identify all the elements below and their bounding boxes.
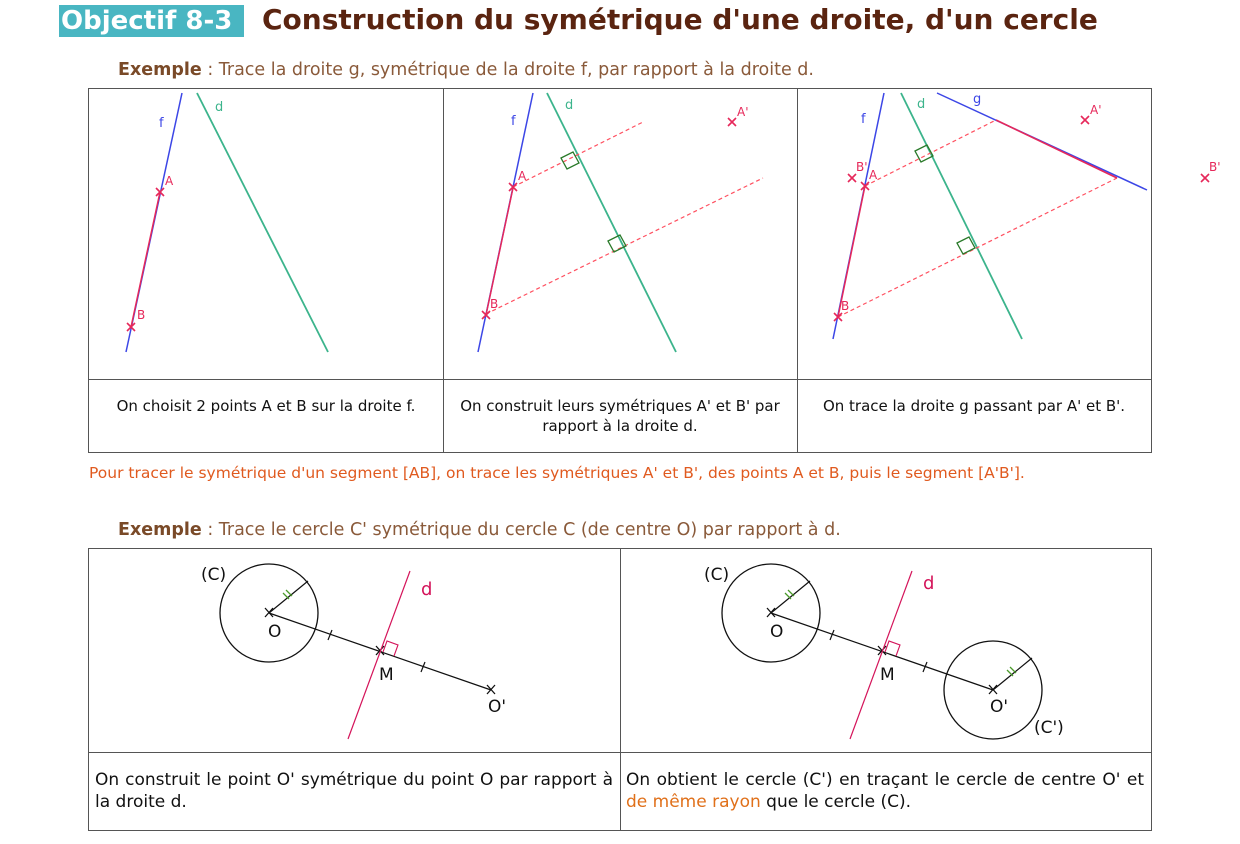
label-f: f: [861, 112, 866, 127]
label-d: d: [215, 100, 224, 115]
perpendicular-A: [865, 120, 996, 186]
point-B-prime-mark: [1201, 174, 1209, 182]
label-d: d: [565, 98, 574, 113]
label-B: B: [490, 297, 499, 311]
label-C: (C): [201, 565, 227, 585]
label-C: (C): [704, 565, 730, 585]
example1-table: [88, 88, 1221, 453]
caption-circle-step2-after: que le cercle (C).: [760, 792, 912, 812]
radius-C: [771, 581, 810, 613]
line-d: [850, 571, 912, 739]
figure-circle-step1: [89, 549, 620, 752]
figure-circle-step2: [621, 549, 1152, 752]
example2-label: Exemple: [118, 520, 202, 540]
label-M: M: [880, 665, 895, 685]
perpendicular-B: [838, 178, 1117, 317]
point-O-mark: [265, 608, 273, 617]
right-angle-mark-B: [608, 235, 626, 252]
label-A-prime: A': [737, 105, 749, 119]
label-O-prime: O': [488, 697, 507, 717]
caption-step1: On choisit 2 points A et B sur la droite f.: [116, 397, 416, 415]
rule-text: Pour tracer le symétrique d'un segment [AB], on trace les symétriques A' et B', des points A et B, puis le segment [A'B'].: [89, 464, 1025, 482]
label-B-prime: B': [1209, 160, 1221, 174]
radius-C-prime: [993, 658, 1032, 690]
figure-step2: [443, 89, 868, 379]
line-d: [197, 93, 328, 352]
label-O-prime: O': [990, 697, 1009, 717]
radius-tick-C: [283, 590, 292, 599]
figure-step1: [89, 89, 443, 379]
label-B: B: [841, 299, 850, 313]
segment-A-prime-B-prime: [996, 120, 1117, 178]
perpendicular-A: [513, 122, 643, 187]
example2-table: [88, 548, 1152, 831]
example2-text: : Trace le cercle C' symétrique du cercle C (de centre O) par rapport à d.: [201, 520, 841, 540]
label-d: d: [917, 97, 926, 112]
label-M: M: [379, 665, 394, 685]
line-d: [348, 571, 410, 739]
example1-label: Exemple: [118, 60, 202, 80]
table1-row-divider: [89, 379, 1151, 380]
point-O-mark: [767, 608, 775, 617]
label-O: O: [268, 622, 282, 642]
right-angle-mark-A: [561, 152, 579, 169]
figure-step3: [797, 89, 1221, 379]
label-g: g: [973, 92, 982, 107]
label-C-prime: (C'): [1034, 718, 1064, 738]
label-B: B: [137, 308, 146, 322]
example2-heading: [118, 520, 841, 540]
segment-AB: [838, 186, 865, 317]
line-d: [547, 93, 676, 352]
label-f: f: [511, 114, 516, 129]
point-A-prime-mark: [1081, 116, 1089, 124]
label-f: f: [159, 116, 164, 131]
objective-badge: Objectif 8-3: [59, 5, 244, 37]
example1-heading: [118, 60, 814, 80]
caption-circle-step1: On construit le point O' symétrique du point O par rapport à la droite d.: [95, 770, 613, 812]
caption-step2: On construit leurs symétriques A' et B' par rapport à la droite d.: [460, 397, 780, 435]
segment-AB: [131, 192, 160, 327]
caption-highlight: de même rayon: [626, 792, 761, 812]
caption-circle-step2-before: On obtient le cercle (C') en traçant le cercle de centre O' et: [626, 770, 1144, 790]
radius-C: [269, 581, 308, 613]
table2-row-divider: [89, 752, 1151, 753]
label-O: O: [770, 622, 784, 642]
caption-step3: On trace la droite g passant par A' et B'.: [822, 397, 1126, 415]
caption-circle-step2: [626, 769, 1144, 813]
radius-tick-C: [785, 590, 794, 599]
label-B-prime: B': [856, 160, 868, 174]
label-A: A: [518, 169, 527, 183]
label-A-prime: A': [1090, 103, 1102, 117]
equal-length-ticks: [830, 630, 927, 672]
label-d: d: [421, 579, 433, 600]
label-A: A: [165, 174, 174, 188]
example1-text: : Trace la droite g, symétrique de la droite f, par rapport à la droite d.: [201, 60, 814, 80]
equal-length-ticks: [328, 630, 425, 672]
perpendicular-B: [486, 178, 763, 314]
point-A-prime-mark: [728, 118, 736, 126]
segment-AB: [486, 188, 513, 315]
label-d: d: [923, 573, 935, 594]
page-title: Construction du symétrique d'une droite, d'un cercle: [262, 3, 1098, 36]
radius-tick-C-prime: [1007, 667, 1016, 676]
line-d: [901, 93, 1022, 339]
label-A: A: [869, 168, 878, 182]
